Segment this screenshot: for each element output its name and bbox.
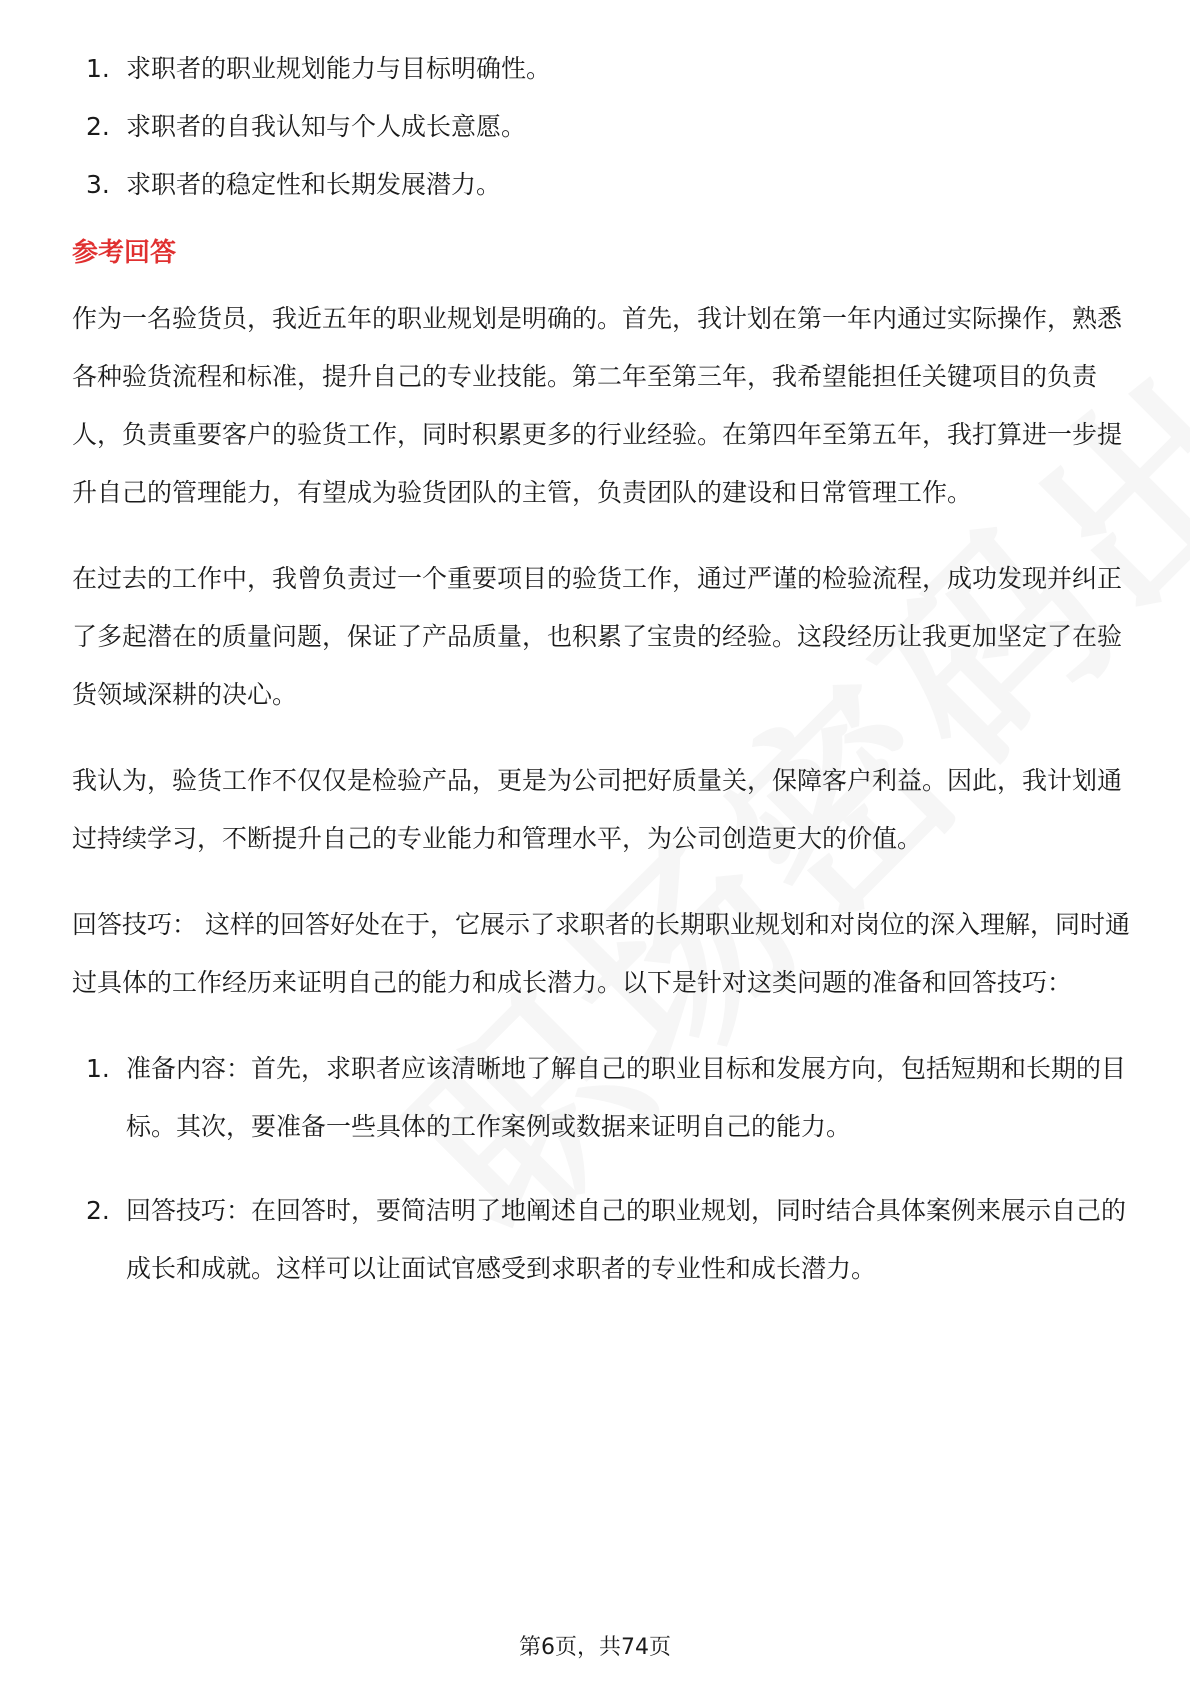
list-number: 2. bbox=[86, 1196, 110, 1225]
page-footer: 第6页，共74页 bbox=[519, 1635, 671, 1660]
list-item bbox=[72, 1182, 1132, 1298]
list-text: 准备内容：首先，求职者应该清晰地了解自己的职业目标和发展方向，包括短期和长期的目标。其次，要准备一些具体的工作案例或数据来证明自己的能力。 bbox=[126, 1054, 1127, 1141]
list-text: 求职者的自我认知与个人成长意愿。 bbox=[126, 112, 527, 141]
top-list bbox=[72, 40, 1132, 214]
paragraph-answer-experience: 在过去的工作中，我曾负责过一个重要项目的验货工作，通过严谨的检验流程，成功发现并纠正了多起潜在的质量问题，保证了产品质量，也积累了宝贵的经验。这段经历让我更加坚定了在验货领域深耕的决心。 bbox=[72, 564, 1123, 709]
list-number: 2. bbox=[86, 112, 110, 141]
list-item bbox=[72, 40, 1132, 98]
list-number: 3. bbox=[86, 170, 110, 199]
list-text: 求职者的稳定性和长期发展潜力。 bbox=[126, 170, 502, 199]
list-item bbox=[72, 1040, 1132, 1156]
paragraph-answer-value: 我认为，验货工作不仅仅是检验产品，更是为公司把好质量关，保障客户利益。因此，我计划通过持续学习，不断提升自己的专业能力和管理水平，为公司创造更大的价值。 bbox=[72, 766, 1123, 853]
list-text: 回答技巧：在回答时，要简洁明了地阐述自己的职业规划，同时结合具体案例来展示自己的成长和成就。这样可以让面试官感受到求职者的专业性和成长潜力。 bbox=[126, 1196, 1127, 1283]
list-text: 求职者的职业规划能力与目标明确性。 bbox=[126, 54, 552, 83]
list-item bbox=[72, 156, 1132, 214]
list-number: 1. bbox=[86, 54, 110, 83]
list-item bbox=[72, 98, 1132, 156]
paragraph-answer-plan: 作为一名验货员，我近五年的职业规划是明确的。首先，我计划在第一年内通过实际操作，熟悉各种验货流程和标准，提升自己的专业技能。第二年至第三年，我希望能担任关键项目的负责人，负责重要客户的验货工作，同时积累更多的行业经验。在第四年至第五年，我打算进一步提升自己的管理能力，有望成为验货团队的主管，负责团队的建设和日常管理工作。 bbox=[72, 304, 1123, 507]
page-content bbox=[72, 40, 1132, 1324]
paragraph-answer-tips: 回答技巧： 这样的回答好处在于，它展示了求职者的长期职业规划和对岗位的深入理解，同时通过具体的工作经历来证明自己的能力和成长潜力。以下是针对这类问题的准备和回答技巧： bbox=[72, 910, 1130, 997]
section-title: 参考回答 bbox=[72, 238, 177, 268]
tips-list bbox=[72, 1040, 1132, 1298]
list-number: 1. bbox=[86, 1054, 110, 1083]
